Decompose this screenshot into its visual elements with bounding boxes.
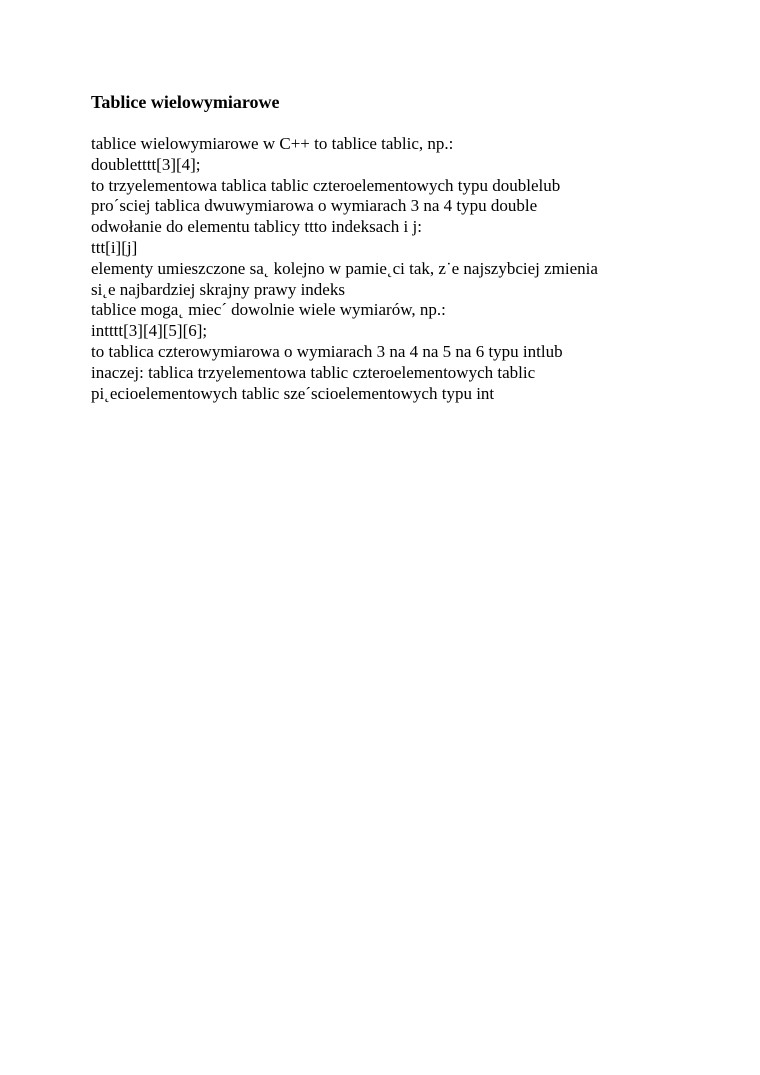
- text-line: ttt[i][j]: [91, 237, 138, 257]
- text-line: tablice wielowymiarowe w C++ to tablice tablic, np.:: [91, 134, 454, 153]
- text-line: to trzyelementowa tablica tablic czteroelementowych typu doublelub: [91, 175, 561, 195]
- text-line: doubletttt[3][4];: [91, 154, 201, 174]
- document-title: Tablice wielowymiarowe: [91, 92, 280, 112]
- text-line: pi˛ecioelementowych tablic sze´scioelementowych typu int: [91, 383, 495, 403]
- text-line: si˛e najbardziej skrajny prawy indeks: [91, 279, 345, 299]
- text-line: pro´sciej tablica dwuwymiarowa o wymiarach 3 na 4 typu double: [91, 196, 538, 216]
- text-line: to tablica czterowymiarowa o wymiarach 3 na 4 na 5 na 6 typu intlub: [91, 341, 563, 361]
- text-line: inaczej: tablica trzyelementowa tablic czteroelementowych tablic: [91, 362, 536, 382]
- text-line: tablice moga˛ miec´ dowolnie wiele wymiarów, np.:: [91, 300, 446, 320]
- text-line: intttt[3][4][5][6];: [91, 321, 208, 341]
- text-line: elementy umieszczone sa˛ kolejno w pamie˛ci tak, z˙e najszybciej zmienia: [91, 258, 598, 278]
- text-line: odwołanie do elementu tablicy ttto indeksach i j:: [91, 217, 422, 237]
- document-content: [91, 92, 691, 404]
